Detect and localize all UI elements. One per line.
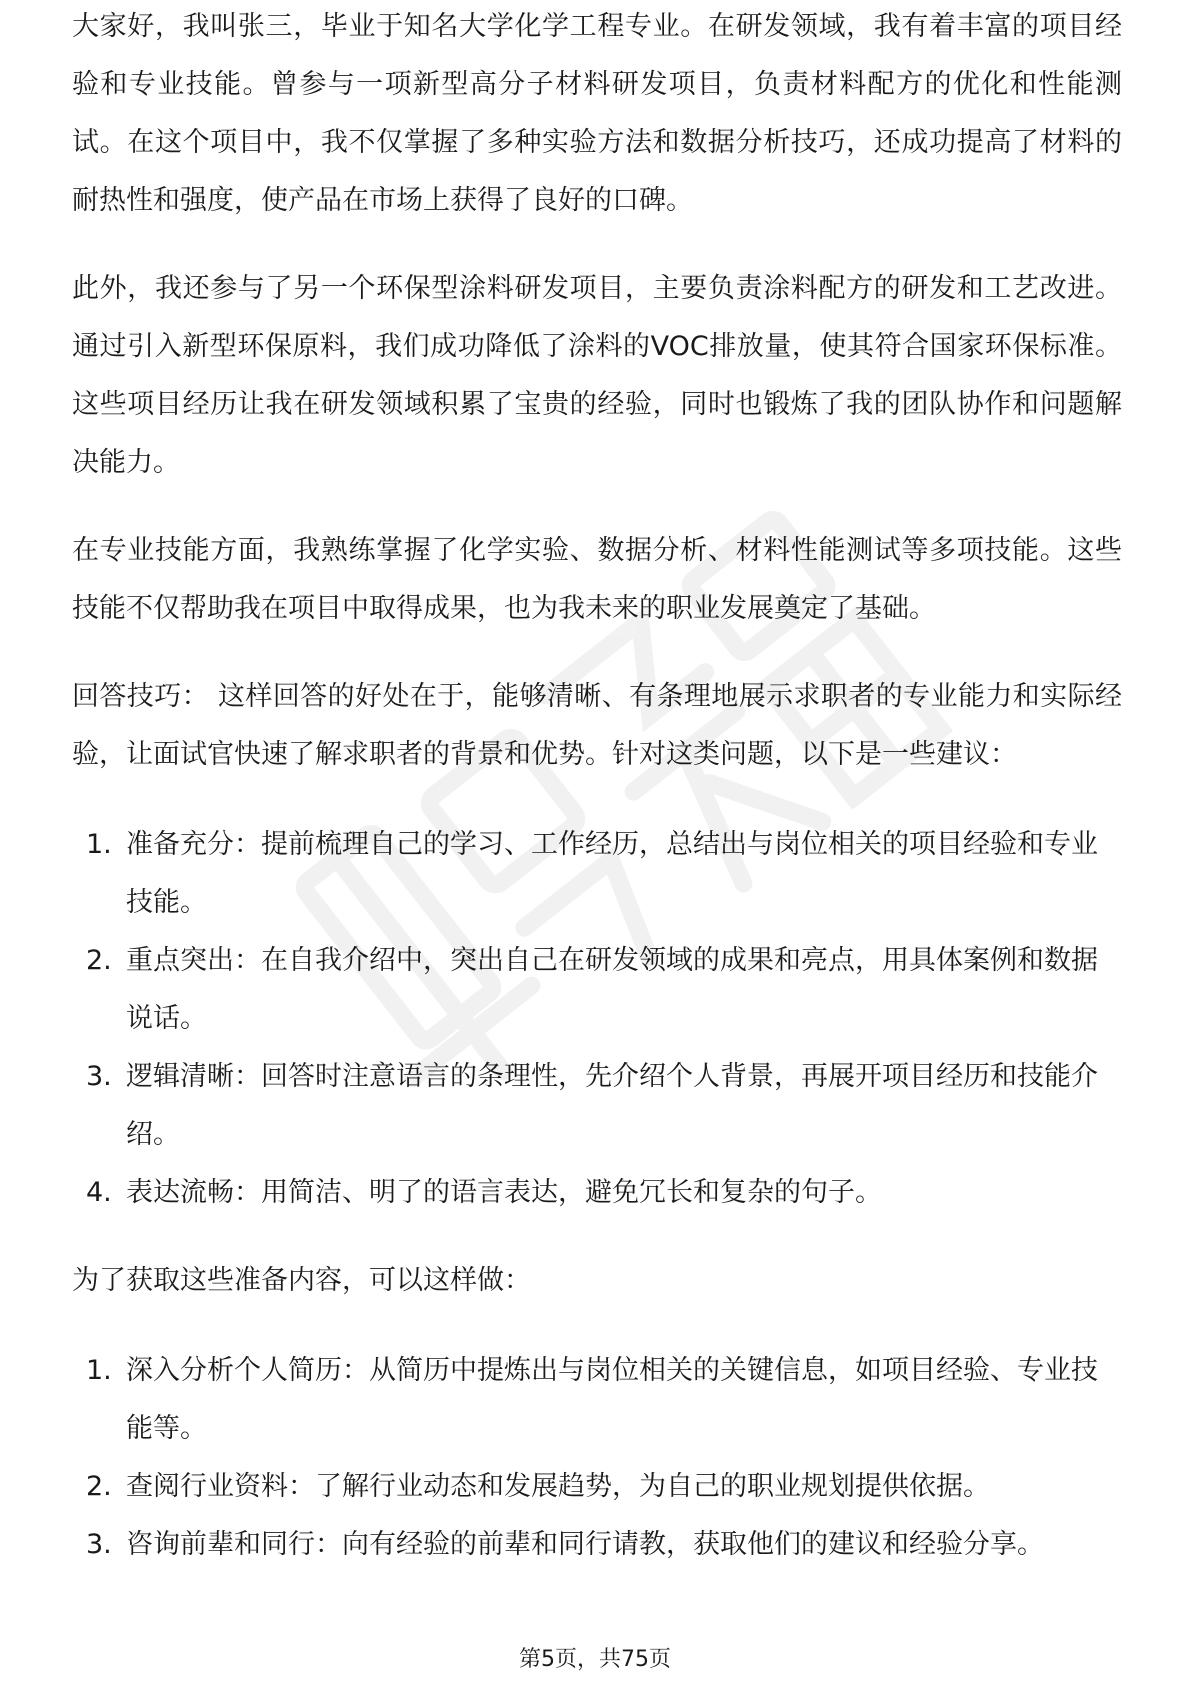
page-number-footer: 第5页，共75页	[519, 1647, 671, 1672]
list-number: 1.	[86, 1355, 112, 1386]
document-body	[72, 11, 1122, 1604]
list-number: 3.	[86, 1529, 112, 1560]
paragraph-preparation: 为了获取这些准备内容，可以这样做：	[72, 1265, 531, 1296]
list-text: 表达流畅：用简洁、明了的语言表达，避免冗长和复杂的句子。	[126, 1177, 882, 1208]
paragraph-answer-tips: 回答技巧： 这样回答的好处在于，能够清晰、有条理地展示求职者的专业能力和实际经验，让面试官快速了解求职者的背景和优势。针对这类问题，以下是一些建议：	[72, 681, 1122, 770]
list-number: 3.	[86, 1061, 112, 1092]
list-text: 查阅行业资料：了解行业动态和发展趋势，为自己的职业规划提供依据。	[126, 1471, 990, 1502]
paragraph-projects: 此外，我还参与了另一个环保型涂料研发项目，主要负责涂料配方的研发和工艺改进。通过引入新型环保原料，我们成功降低了涂料的VOC排放量，使其符合国家环保标准。这些项目经历让我在研发领域积累了宝贵的经验，同时也锻炼了我的团队协作和问题解决能力。	[72, 273, 1122, 478]
list-item	[72, 1516, 1122, 1574]
list-text: 逻辑清晰：回答时注意语言的条理性，先介绍个人背景，再展开项目经历和技能介绍。	[126, 1061, 1098, 1150]
tips-list	[72, 816, 1122, 1222]
list-number: 2.	[86, 945, 112, 976]
paragraph-intro: 大家好，我叫张三，毕业于知名大学化学工程专业。在研发领域，我有着丰富的项目经验和专业技能。曾参与一项新型高分子材料研发项目，负责材料配方的优化和性能测试。在这个项目中，我不仅掌握了多种实验方法和数据分析技巧，还成功提高了材料的耐热性和强度，使产品在市场上获得了良好的口碑。	[72, 11, 1122, 216]
list-text: 准备充分：提前梳理自己的学习、工作经历，总结出与岗位相关的项目经验和专业技能。	[126, 829, 1098, 918]
list-text: 重点突出：在自我介绍中，突出自己在研发领域的成果和亮点，用具体案例和数据说话。	[126, 945, 1098, 1034]
list-number: 2.	[86, 1471, 112, 1502]
paragraph-skills: 在专业技能方面，我熟练掌握了化学实验、数据分析、材料性能测试等多项技能。这些技能不仅帮助我在项目中取得成果，也为我未来的职业发展奠定了基础。	[72, 535, 1122, 624]
list-item	[72, 932, 1122, 1048]
list-item	[72, 1164, 1122, 1222]
list-text: 咨询前辈和同行：向有经验的前辈和同行请教，获取他们的建议和经验分享。	[126, 1529, 1044, 1560]
list-item	[72, 1458, 1122, 1516]
list-item	[72, 816, 1122, 932]
steps-list	[72, 1342, 1122, 1574]
list-item	[72, 1342, 1122, 1458]
list-text: 深入分析个人简历：从简历中提炼出与岗位相关的关键信息，如项目经验、专业技能等。	[126, 1355, 1098, 1444]
list-number: 4.	[86, 1177, 112, 1208]
list-number: 1.	[86, 829, 112, 860]
list-item	[72, 1048, 1122, 1164]
